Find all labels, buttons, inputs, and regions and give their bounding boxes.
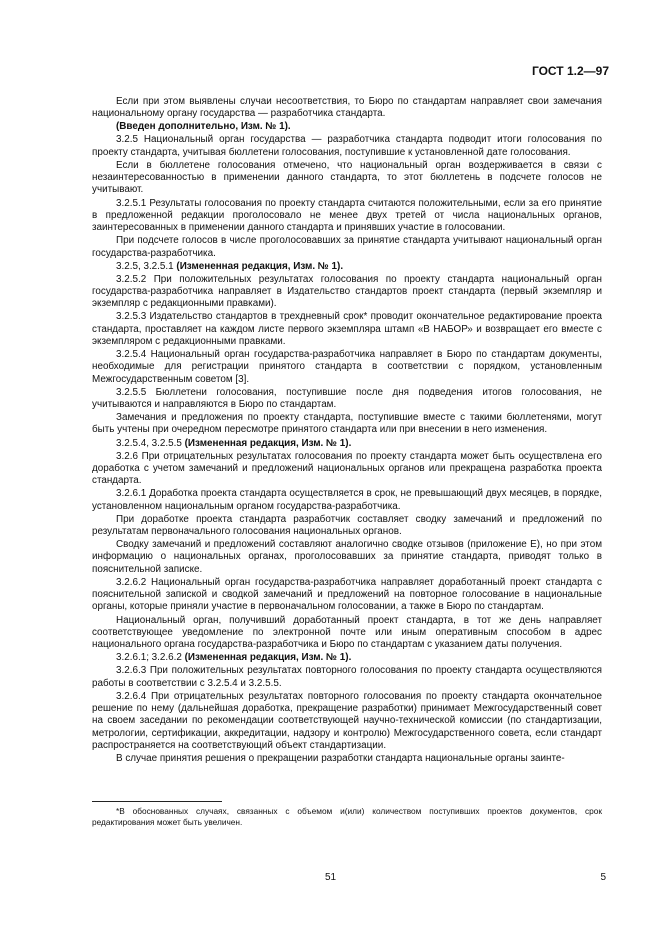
paragraph-text: 3.2.5.4 Национальный орган государства-разработчика направляет в Бюро по стандартам документы, необходимые для регистрации принятого стандарта в соответствии с порядком, установленным Межгосударственным советом [3]. bbox=[92, 349, 602, 385]
amendment-note: (Измененная редакция, Изм. № 1). bbox=[176, 260, 344, 272]
paragraph bbox=[92, 121, 602, 133]
paragraph-text: 3.2.5.4, 3.2.5.5 bbox=[116, 437, 185, 449]
paragraph-text: Сводку замечаний и предложений составляют аналогично сводке отзывов (приложение Е), но при этом информацию о национальных органах, проголосовавших за принятие стандарта, приводят только в пояснительной записке. bbox=[92, 539, 602, 575]
paragraph bbox=[92, 615, 602, 652]
paragraph-text: 3.2.5 Национальный орган государства — разработчика стандарта подводит итоги голосования по проекту стандарта, учитывая бюллетени голосования, поступившие к установленной дате голосования. bbox=[92, 134, 602, 158]
sheet-number: 5 bbox=[600, 872, 606, 883]
body-text bbox=[92, 96, 602, 765]
paragraph bbox=[92, 261, 602, 273]
paragraph bbox=[92, 349, 602, 386]
amendment-note: (Измененная редакция, Изм. № 1). bbox=[184, 652, 352, 664]
paragraph bbox=[92, 235, 602, 260]
paragraph bbox=[92, 488, 602, 513]
paragraph-text: 3.2.5, 3.2.5.1 bbox=[116, 260, 177, 272]
paragraph-text: Если в бюллетене голосования отмечено, что национальный орган воздерживается в связи с незаинтересованностью в применении данного стандарта, то этот бюллетень в подсчете голосов не учитывают. bbox=[92, 159, 602, 196]
paragraph bbox=[92, 387, 602, 412]
paragraph-text: 3.2.6.2 Национальный орган государства-разработчика направляет доработанный проект стандарта с пояснительной запиской и сводкой замечаний и предложений на повторное голосование в национальные органы, которые приняли участие в первоначальном голосовании, а также в Бюро по стандартам. bbox=[92, 576, 602, 613]
paragraph-text: 3.2.6.1 Доработка проекта стандарта осуществляется в срок, не превышающий двух месяцев, в порядке, установленном национальным органом государства-разработчика. bbox=[92, 488, 602, 512]
paragraph bbox=[92, 451, 602, 488]
footnote-divider bbox=[92, 801, 222, 802]
paragraph-text: 3.2.6.4 При отрицательных результатах повторного голосования по проекту стандарта окончательное решение по нему (дальнейшая доработка, прекращение разработки) принимает Межгосударственный совет на своем заседании по рекомендации соответствующей научно-технической комиссии (по стандартизации, метрологии, сертификации, аккредитации, надзору и контролю) Межгосударственного совета, если стандарт распространяется на соответствующий объект стандартизации. bbox=[92, 690, 602, 751]
paragraph bbox=[92, 412, 602, 437]
footnote: *В обоснованных случаях, связанных с объемом и(или) количеством поступивших проектов документов, срок редактирования может быть увеличен. bbox=[92, 806, 602, 827]
paragraph-text: Если при этом выявлены случаи несоответствия, то Бюро по стандартам направляет свои замечания национальному органу государства — разработчика стандарта. bbox=[92, 96, 602, 120]
paragraph bbox=[92, 96, 602, 121]
paragraph bbox=[92, 514, 602, 539]
paragraph bbox=[92, 160, 602, 197]
paragraph-text: В случае принятия решения о прекращении разработки стандарта национальные органы заинте- bbox=[116, 752, 565, 764]
paragraph-text: При доработке проекта стандарта разработчик составляет сводку замечаний и предложений по результатам первоначального голосования национальных органов. bbox=[92, 513, 602, 538]
paragraph bbox=[92, 753, 602, 765]
paragraph bbox=[92, 665, 602, 690]
paragraph bbox=[92, 577, 602, 614]
paragraph-text: 3.2.6.3 При положительных результатах повторного голосования по проекту стандарта осуществляются работы в соответствии с 3.2.5.4 и 3.2.5.5. bbox=[92, 665, 602, 689]
paragraph-text: Национальный орган, получивший доработанный проект стандарта, в тот же день направляет соответствующее уведомление по электронной почте или иным оперативным способом в адрес национального органа государства-разработчика и Бюро по стандартам с указанием даты получения. bbox=[92, 614, 602, 651]
paragraph bbox=[92, 311, 602, 348]
paragraph bbox=[92, 134, 602, 159]
paragraph-text: 3.2.6.1; 3.2.6.2 bbox=[116, 652, 185, 664]
paragraph bbox=[92, 438, 602, 450]
paragraph-text: 3.2.5.2 При положительных результатах голосования по проекту стандарта национальный орган государства-разработчика направляет в Издательство стандартов проект стандарта (первый экземпляр и экземпляр с редакционными правками). bbox=[92, 273, 602, 310]
paragraph bbox=[92, 198, 602, 235]
paragraph-text: При подсчете голосов в числе проголосовавших за принятие стандарта учитывают национальный орган государства-разработчика. bbox=[92, 235, 602, 259]
document-id: ГОСТ 1.2—97 bbox=[531, 64, 609, 78]
page-number: 51 bbox=[324, 872, 337, 883]
paragraph-text: 3.2.5.5 Бюллетени голосования, поступившие после дня подведения итогов голосования, не учитываются и направляются в Бюро по стандартам. bbox=[92, 386, 602, 411]
paragraph bbox=[92, 539, 602, 576]
paragraph bbox=[92, 274, 602, 311]
paragraph bbox=[92, 691, 602, 752]
amendment-note: (Введен дополнительно, Изм. № 1). bbox=[116, 121, 291, 133]
paragraph-text: 3.2.5.3 Издательство стандартов в трехдневный срок* проводит окончательное редактирование проекта стандарта, проставляет на каждом листе первого экземпляра штамп «В НАБОР» и возвращает его вместе с экземпляром с редакционными правками. bbox=[92, 311, 602, 348]
paragraph-text: Замечания и предложения по проекту стандарта, поступившие вместе с такими бюллетенями, могут быть учтены при очередном пересмотре принятого стандарта или при внесении в него изменения. bbox=[92, 412, 602, 436]
paragraph bbox=[92, 652, 602, 664]
amendment-note: (Измененная редакция, Изм. № 1). bbox=[184, 437, 352, 449]
paragraph-text: 3.2.5.1 Результаты голосования по проекту стандарта считаются положительными, если за его принятие в предложенной редакции проголосовало не менее двух третей от числа национальных органов, заинтересованных в применении данного стандарта и принявших участие в голосовании. bbox=[92, 197, 602, 234]
paragraph-text: 3.2.6 При отрицательных результатах голосования по проекту стандарта может быть осуществлена его доработка с учетом замечаний и предложений национальных органов или прекращена разработка проекта стандарта. bbox=[92, 450, 602, 487]
